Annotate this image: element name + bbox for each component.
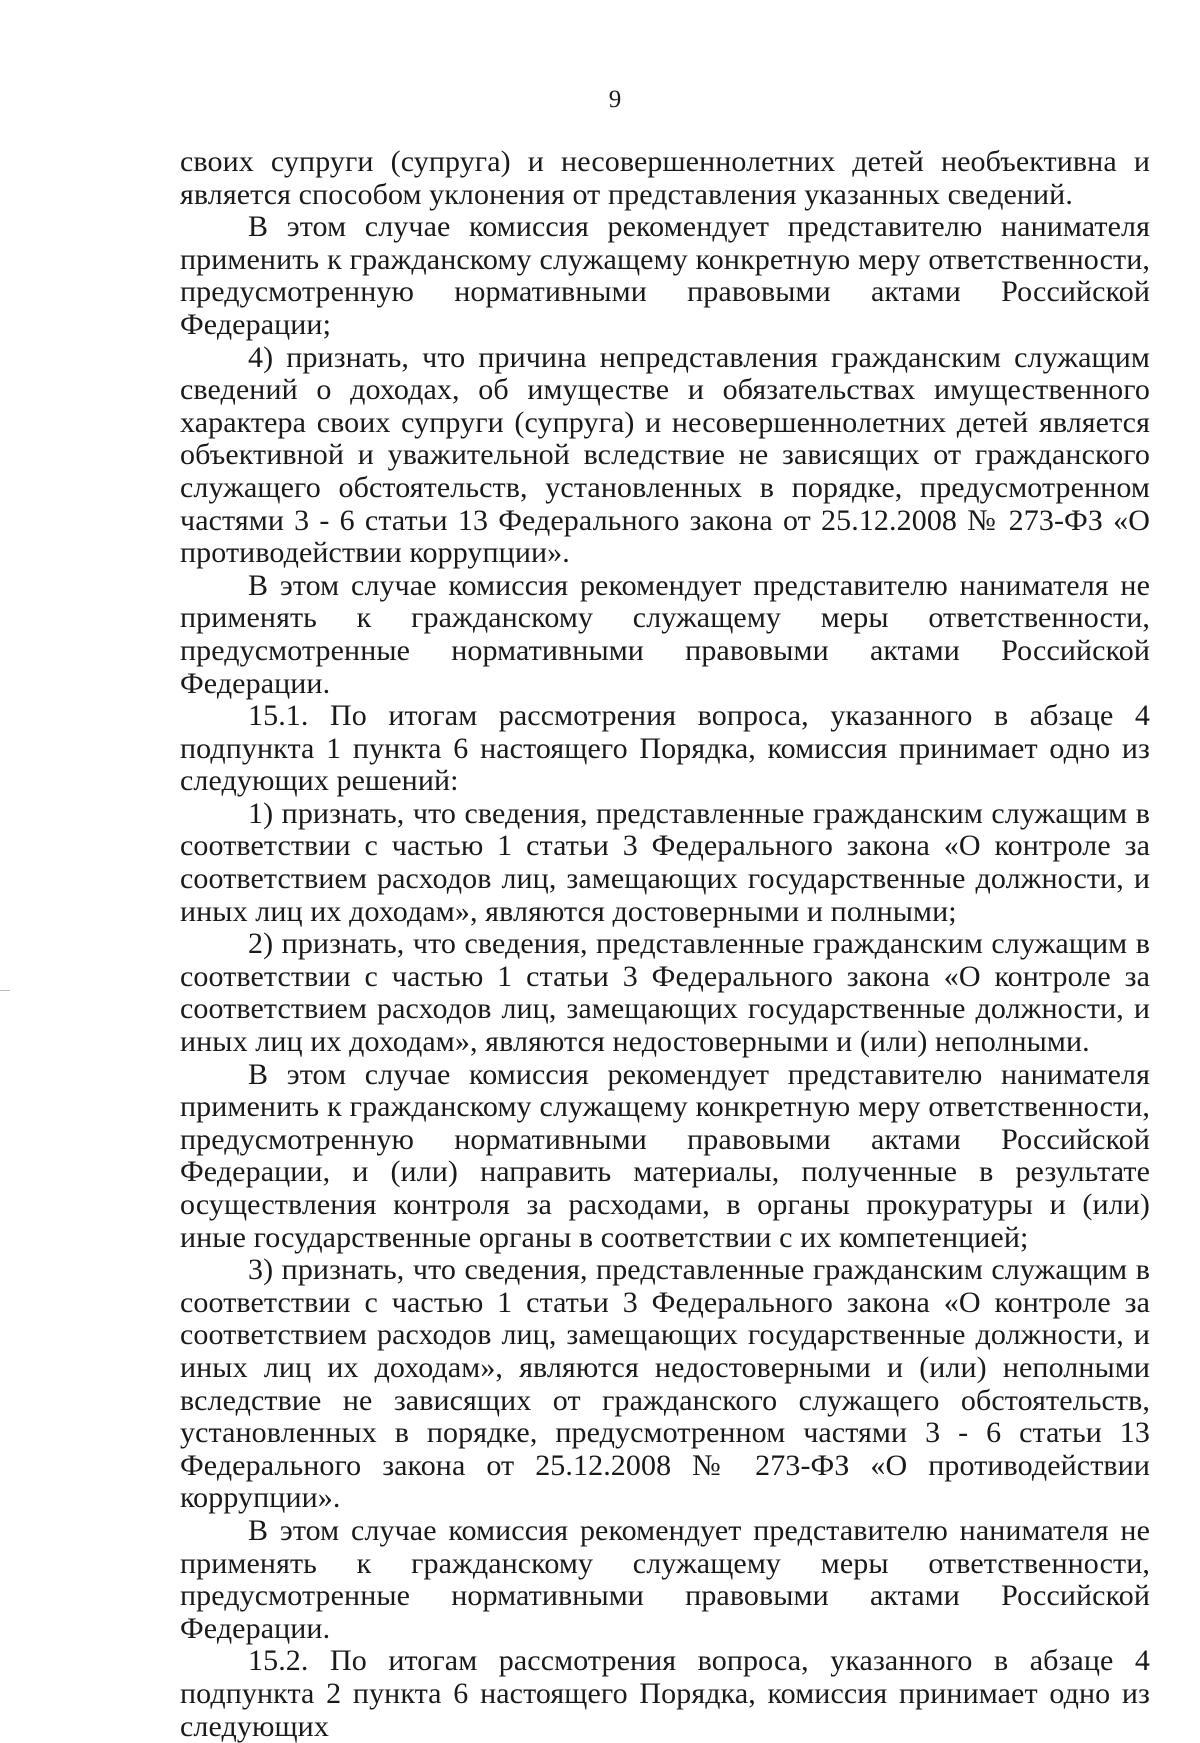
paragraph-recommendation-apply: В этом случае комиссия рекомендует представителю нанимателя применить к гражданскому служащему конкретную меру ответственности, предусмотренную нормативными правовыми актами Российской Федерации; [180,210,1150,341]
page-number: 9 [608,86,622,113]
paragraph-15-1-item-2: 2) признать, что сведения, представленные гражданским служащим в соответствии с частью 1 статьи 3 Федерального закона «О контроле за соответствием расходов лиц, замещающих государственные должности, и иных лиц их доходам», являются недостоверными и (или) неполными. [180,927,1150,1059]
paragraph-recommendation-apply-prosecution: В этом случае комиссия рекомендует представителю нанимателя применить к гражданскому служащему конкретную меру ответственности, предусмотренную нормативными правовыми актами Российской Федерации, и (или) направить материалы, полученные в результате осуществления контроля за расходами, в органы прокуратуры и (или) иные государственные органы в соответствии с их компетенцией; [180,1057,1150,1254]
document-body [180,146,1150,1743]
paragraph-continuation: своих супруги (супруга) и несовершеннолетних детей необъективна и является способом уклонения от представления указанных сведений. [180,145,1150,211]
paragraph-15-1-item-1: 1) признать, что сведения, представленные гражданским служащим в соответствии с частью 1 статьи 3 Федерального закона «О контроле за соответствием расходов лиц, замещающих государственные должности, и иных лиц их доходам», являются достоверными и полными; [180,796,1150,928]
paragraph-recommendation-not-apply: В этом случае комиссия рекомендует представителю нанимателя не применять к гражданскому служащему меры ответственности, предусмотренные нормативными правовыми актами Российской Федерации. [180,568,1150,700]
paragraph-15-1-item-3: 3) признать, что сведения, представленные гражданским служащим в соответствии с частью 1 статьи 3 Федерального закона «О контроле за соответствием расходов лиц, замещающих государственные должности, и иных лиц их доходам», являются недостоверными и (или) неполными вследствие не зависящих от гражданского служащего обстоятельств, установленных в порядке, предусмотренном частями 3 - 6 статьи 13 Федерального закона от 25.12.2008 № 273-ФЗ «О противодействии коррупции». [180,1253,1150,1515]
paragraph-recommendation-not-apply-2: В этом случае комиссия рекомендует представителю нанимателя не применять к гражданскому служащему меры ответственности, предусмотренные нормативными правовыми актами Российской Федерации. [180,1513,1150,1645]
paragraph-item-4: 4) признать, что причина непредставления гражданским служащим сведений о доходах, об имуществе и обязательствах имущественного характера своих супруги (супруга) и несовершеннолетних детей является объективной и уважительной вследствие не зависящих от гражданского служащего обстоятельств, установленных в порядке, предусмотренном частями 3 - 6 статьи 13 Федерального закона от 25.12.2008 № 273-ФЗ «О противодействии коррупции». [180,340,1150,570]
paragraph-section-15-2: 15.2. По итогам рассмотрения вопроса, указанного в абзаце 4 подпункта 2 пункта 6 настоящего Порядка, комиссия принимает одно из следующих [180,1644,1150,1743]
scan-artifact [0,990,10,991]
paragraph-section-15-1: 15.1. По итогам рассмотрения вопроса, указанного в абзаце 4 подпункта 1 пункта 6 настоящего Порядка, комиссия принимает одно из следующих решений: [180,699,1150,798]
